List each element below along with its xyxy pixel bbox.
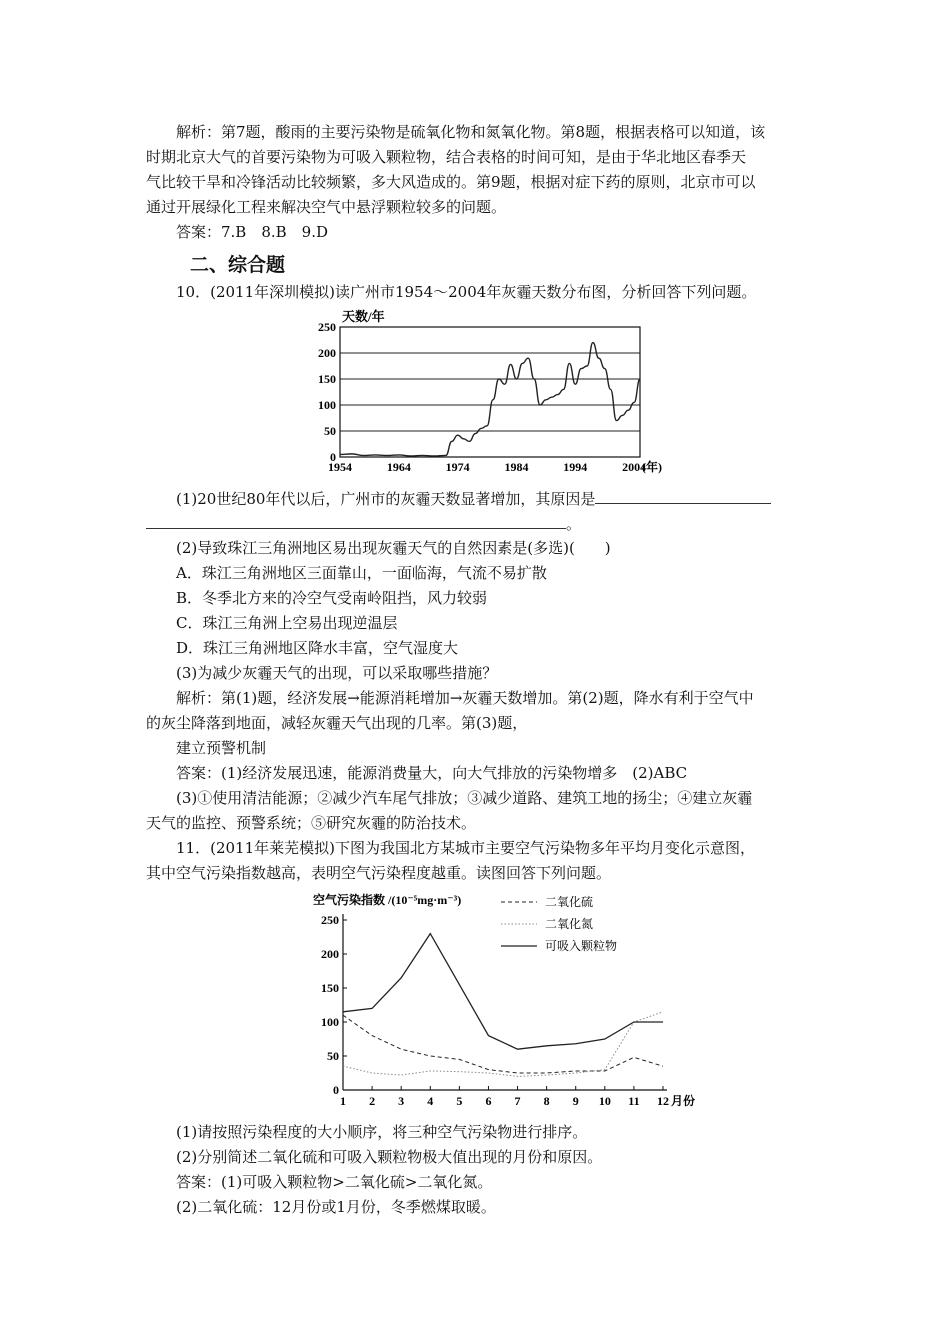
y-tick-label: 0 [330, 450, 336, 464]
haze-days-chart-svg [310, 305, 690, 475]
x-axis-label: (年) [642, 460, 662, 474]
y-tick-label: 0 [333, 1083, 339, 1097]
q10-analysis-1: 解析：第(1)题，经济发展→能源消耗增加→灰霾天数增加。第(2)题，降水有利于空气中 [176, 689, 754, 707]
x-tick-label: 7 [514, 1094, 521, 1108]
answer-line: 答案：7.B 8.B 9.D [176, 223, 329, 241]
y-tick-label: 50 [327, 1049, 339, 1063]
legend-label-2: 二氧化氮 [545, 917, 594, 931]
x-tick-label: 12 [657, 1094, 669, 1108]
pollution-index-chart [305, 888, 725, 1120]
legend-label-1: 二氧化硫 [545, 895, 594, 909]
y-tick-label: 50 [324, 424, 336, 438]
y-tick-label: 250 [318, 320, 336, 334]
q10-part1-continued [146, 512, 581, 536]
q10-analysis-2: 的灰尘降落到地面，减轻灰霾天气出现的几率。第(3)题， [146, 714, 528, 732]
q10-stem: 10．(2011年深圳模拟)读广州市1954～2004年灰霾天数分布图，分析回答下列问题。 [176, 283, 757, 301]
q10-part3: (3)为减少灰霾天气的出现，可以采取哪些措施？ [176, 664, 498, 682]
y-tick-label: 200 [321, 947, 339, 961]
q10-part1-end: 。 [566, 515, 582, 533]
q11-part2: (2)分别简述二氧化硫和可吸入颗粒物极大值出现的月份和原因。 [176, 1148, 603, 1166]
analysis-line-4: 通过开展绿化工程来解决空气中悬浮颗粒较多的问题。 [146, 198, 507, 216]
haze-days-chart [310, 305, 690, 479]
y-tick-label: 100 [321, 1015, 339, 1029]
q10-part1-blank-2[interactable] [146, 512, 566, 529]
x-tick-label: 1974 [445, 460, 470, 474]
x-tick-label: 11 [628, 1094, 640, 1108]
y-tick-label: 250 [321, 913, 339, 927]
q10-answer-3: 天气的监控、预警系统；⑤研究灰霾的防治技术。 [146, 814, 477, 832]
x-tick-label: 2 [369, 1094, 376, 1108]
q10-analysis-3: 建立预警机制 [176, 739, 267, 757]
x-tick-label: 1954 [328, 460, 352, 474]
q10-answer-2: (3)①使用清洁能源；②减少汽车尾气排放；③减少道路、建筑工地的扬尘；④建立灰霾 [176, 789, 753, 807]
legend-label-3: 可吸入颗粒物 [545, 939, 618, 953]
analysis-line-1: 解析：第7题，酸雨的主要污染物是硫氧化物和氮氧化物。第8题，根据表格可以知道，该 [176, 123, 766, 141]
x-tick-label: 1964 [386, 460, 411, 474]
q11-answer-1: 答案：(1)可吸入颗粒物>二氧化硫>二氧化氮。 [176, 1173, 493, 1191]
q10-part1 [176, 487, 771, 511]
y-axis-label: 空气污染指数 /(10⁻⁵mg·m⁻³) [313, 893, 462, 907]
y-tick-label: 100 [318, 398, 336, 412]
y-tick-label: 150 [321, 981, 339, 995]
q10-part1-blank[interactable] [595, 487, 771, 504]
q10-answer-1: 答案：(1)经济发展迅速，能源消费量大，向大气排放的污染物增多 (2)ABC [176, 764, 688, 782]
series-line-1 [343, 1015, 663, 1073]
x-tick-label: 2004 [622, 460, 647, 474]
q10-option-a: A．珠江三角洲地区三面靠山，一面临海，气流不易扩散 [176, 564, 547, 582]
x-axis-label: 月份 [671, 1094, 696, 1108]
x-tick-label: 8 [543, 1094, 550, 1108]
y-tick-label: 150 [318, 372, 336, 386]
q10-part1-text: (1)20世纪80年代以后，广州市的灰霾天数显著增加，其原因是 [176, 490, 596, 508]
q11-answer-2: (2)二氧化硫：12月份或1月份，冬季燃煤取暖。 [176, 1198, 496, 1216]
pollution-index-chart-svg [305, 888, 725, 1116]
x-tick-label: 4 [427, 1094, 434, 1108]
haze-days-series-line [340, 343, 640, 456]
x-tick-label: 1 [340, 1094, 346, 1108]
x-tick-label: 1984 [504, 460, 529, 474]
q10-option-d: D．珠江三角洲地区降水丰富，空气湿度大 [176, 639, 459, 657]
y-axis-label: 天数/年 [342, 309, 385, 324]
x-tick-label: 9 [572, 1094, 579, 1108]
q11-part1: (1)请按照污染程度的大小顺序，将三种空气污染物进行排序。 [176, 1123, 588, 1141]
q11-stem-2: 其中空气污染指数越高，表明空气污染程度越重。读图回答下列问题。 [146, 864, 612, 882]
q10-option-c: C．珠江三角洲上空易出现逆温层 [176, 614, 398, 632]
section-heading: 二、综合题 [190, 254, 286, 276]
analysis-line-3: 气比较干旱和冷锋活动比较频繁，多大风造成的。第9题，根据对症下药的原则，北京市可以 [146, 173, 756, 191]
y-tick-label: 200 [318, 346, 336, 360]
x-tick-label: 3 [398, 1094, 405, 1108]
x-tick-label: 10 [598, 1094, 611, 1108]
q10-part2: (2)导致珠江三角洲地区易出现灰霾天气的自然因素是(多选)( ) [176, 539, 611, 557]
q11-stem-1: 11．(2011年莱芜模拟)下图为我国北方某城市主要空气污染物多年平均月变化示意图， [176, 839, 755, 857]
analysis-line-2: 时期北京大气的首要污染物为可吸入颗粒物，结合表格的时间可知，是由于华北地区春季天 [146, 148, 747, 166]
x-tick-label: 6 [485, 1094, 492, 1108]
x-tick-label: 1994 [563, 460, 588, 474]
x-tick-label: 5 [456, 1094, 463, 1108]
q10-option-b: B．冬季北方来的冷空气受南岭阻挡，风力较弱 [176, 589, 488, 607]
